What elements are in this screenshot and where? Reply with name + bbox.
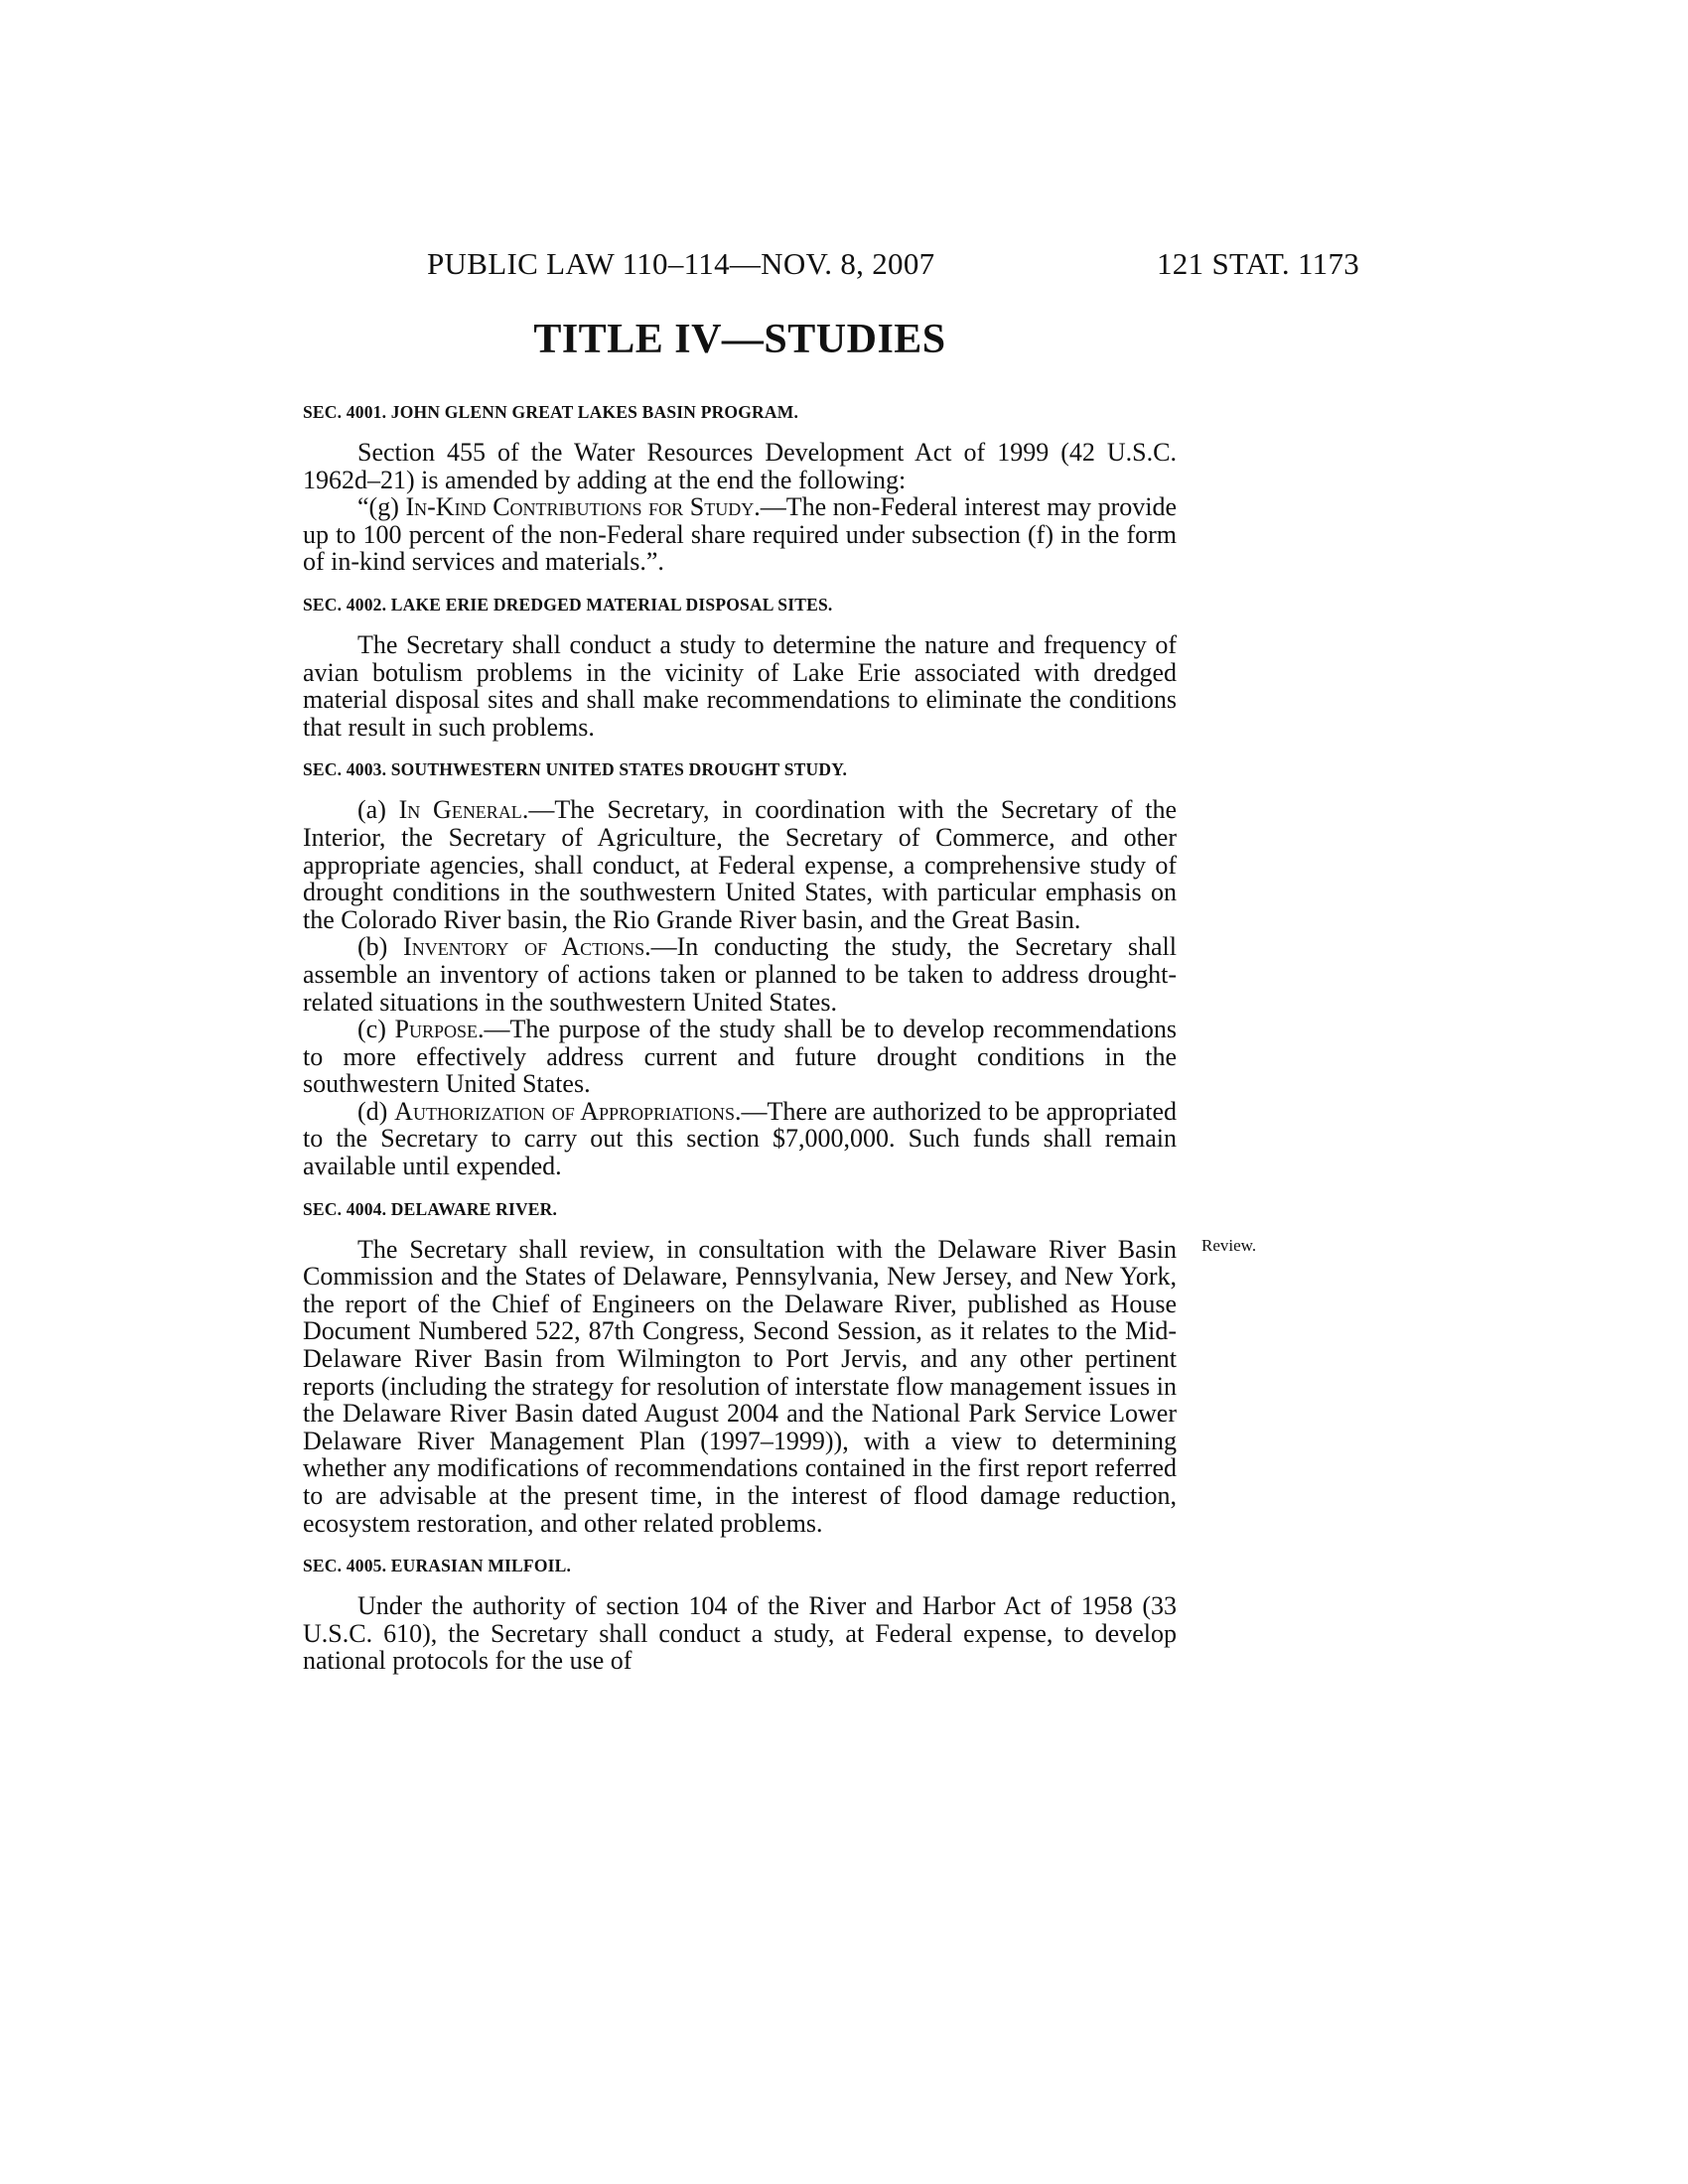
paragraph-prefix: (d) — [357, 1096, 395, 1126]
paragraph-caption: Authorization of Appropriations — [394, 1096, 736, 1126]
paragraph-text: .—The purpose of the study shall be to develop recommendations to more effectively address current and future drought conditions in the southwestern United States. — [303, 1015, 1177, 1099]
paragraph-caption: Inventory of Actions — [403, 932, 645, 962]
paragraph-text: .—In conducting the study, the Secretary shall assemble an inventory of actions taken or planned to be taken to address drought-related situations in the southwestern United States. — [303, 932, 1178, 1017]
paragraph-prefix: (a) — [357, 795, 399, 825]
section-heading: SEC. 4004. DELAWARE RIVER. — [303, 1198, 558, 1219]
public-law-citation: PUBLIC LAW 110–114—NOV. 8, 2007 — [427, 246, 935, 281]
section-4005 — [303, 1555, 1177, 1675]
section-heading: SEC. 4003. SOUTHWESTERN UNITED STATES DROUGHT STUDY. — [303, 759, 848, 780]
subsection-b — [303, 933, 1177, 1016]
running-head — [0, 246, 1688, 286]
paragraph-prefix: (b) — [357, 932, 404, 962]
statute-page-number: 121 STAT. 1173 — [1157, 246, 1360, 281]
paragraph-prefix: “(g) — [357, 492, 406, 522]
paragraph-text: .—There are authorized to be appropriated to the Secretary to carry out this section $7,000,000. Such funds shall remain available until expended. — [303, 1096, 1177, 1181]
subsection-c — [303, 1016, 1177, 1098]
section-paragraph — [303, 493, 1177, 576]
section-4003 — [303, 758, 1177, 1179]
paragraph-caption: Purpose — [394, 1015, 479, 1044]
paragraph-text: .—The Secretary, in coordination with the Secretary of the Interior, the Secretary of Agriculture, the Secretary of Commerce, and other appropriate agencies, shall conduct, at Federal expense, a comprehensive study of drought conditions in the southwestern United States, with particular emphasis on the Colorado River basin, the Rio Grande River basin, and the Great Basin. — [303, 795, 1177, 934]
section-paragraph: The Secretary shall conduct a study to determine the nature and frequency of avian botulism problems in the vicinity of Lake Erie associated with dredged material disposal sites and shall make recommendations to eliminate the conditions that result in such problems. — [303, 629, 1177, 742]
section-heading: SEC. 4001. JOHN GLENN GREAT LAKES BASIN PROGRAM. — [303, 402, 799, 422]
document-body — [303, 401, 1257, 1693]
section-4004 — [303, 1198, 1257, 1538]
section-4002 — [303, 594, 1177, 741]
section-paragraph: Section 455 of the Water Resources Development Act of 1999 (42 U.S.C. 1962d–21) is amended by adding at the end the following: — [303, 438, 1177, 494]
margin-note: Review. — [1201, 1235, 1257, 1255]
section-heading: SEC. 4005. EURASIAN MILFOIL. — [303, 1556, 572, 1576]
title-heading: TITLE IV—STUDIES — [533, 317, 946, 362]
paragraph-prefix: (c) — [357, 1015, 395, 1044]
section-paragraph: Under the authority of section 104 of the River and Harbor Act of 1958 (33 U.S.C. 610), the Secretary shall conduct a study, at Federal expense, to develop national protocols for the use of — [303, 1591, 1177, 1676]
paragraph-caption: In General — [398, 795, 522, 825]
paragraph-text: .—The non-Federal interest may provide up to 100 percent of the non-Federal share required under subsection (f) in the form of in-kind services and materials.”. — [303, 492, 1177, 577]
section-paragraph: The Secretary shall review, in consultation with the Delaware River Basin Commission and the States of Delaware, Pennsylvania, New Jersey, and New York, the report of the Chief of Engineers on the Delaware River, published as House Document Numbered 522, 87th Congress, Second Session, as it relates to the Mid-Delaware River Basin from Wilmington to Port Jervis, and any other pertinent reports (including the strategy for resolution of interstate flow management issues in the Delaware River Basin dated August 2004 and the National Park Service Lower Delaware River Management Plan (1997–1999)), with a view to determining whether any modifications of recommendations contained in the first report referred to are advisable at the present time, in the interest of flood damage reduction, ecosystem restoration, and other related problems. — [303, 1234, 1177, 1538]
section-heading: SEC. 4002. LAKE ERIE DREDGED MATERIAL DISPOSAL SITES. — [303, 594, 833, 614]
section-4001 — [303, 401, 1177, 576]
subsection-d — [303, 1098, 1177, 1180]
paragraph-caption: In-Kind Contributions for Study — [405, 492, 755, 522]
subsection-a — [303, 796, 1177, 933]
